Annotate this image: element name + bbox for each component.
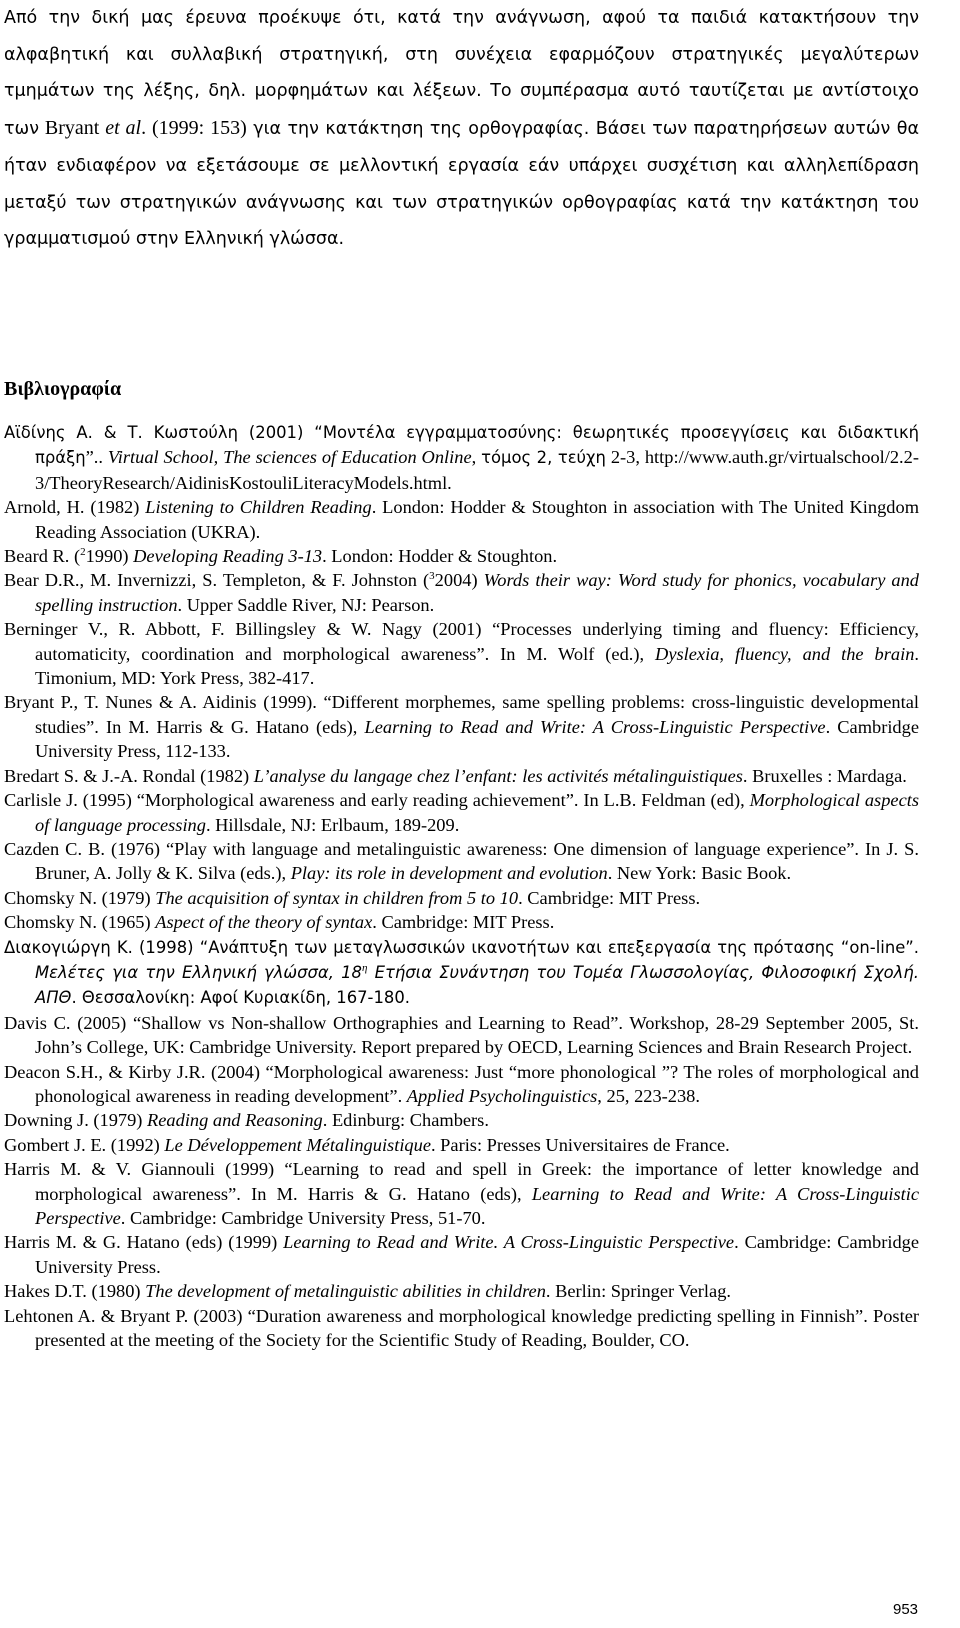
page-number: 953 (893, 1601, 919, 1618)
reference-entry (4, 420, 919, 495)
conclusion-paragraph (4, 0, 919, 258)
reference-segment: Διακογιώργη Κ. (1998) “Ανάπτυξη των μεταγλωσσικών ικανοτήτων και επεξεργασία της πρότασης “on-line”. (4, 937, 919, 957)
reference-segment: 2 (80, 545, 86, 558)
intro-year: (1999: 153) (146, 117, 247, 140)
reference-segment: . Berlin: Springer Verlag. (545, 1281, 731, 1302)
intro-text-part1: Από την δική μας έρευνα προέκυψε ότι, κατά την ανάγνωση, αφού τα παιδιά κατακτήσουν την αλφαβητική και συλλαβική στρατηγική, στη συνέχεια εφαρμόζουν στρατηγικές μεγαλύτερων τμημάτων της λέξης, δηλ. μορφημάτων και λέξεων. Το συμπέρασμα αυτό ταυτίζεται με αντίστοιχο των (4, 8, 919, 140)
reference-segment: Beard R. ( (4, 546, 81, 567)
reference-segment: Deacon S.H., & Kirby J.R. (2004) “Morphological awareness: Just “more phonological ”? The roles of morphological and phonological awareness in reading development”. (4, 1061, 919, 1106)
reference-segment: ”.. (85, 447, 108, 468)
reference-segment: Gombert J. E. (1992) (4, 1134, 165, 1155)
reference-entry (4, 886, 919, 910)
reference-segment: . Cambridge: Cambridge University Press, 51-70. (120, 1208, 486, 1228)
reference-segment: . Edinburg: Chambers. (322, 1110, 489, 1131)
reference-entry (4, 690, 919, 763)
reference-segment: 3 (429, 570, 435, 583)
reference-segment: Applied Psycholinguistics (406, 1085, 598, 1106)
reference-entry (4, 1230, 919, 1279)
reference-segment: . Cambridge University Press, 112-133. (35, 716, 919, 762)
reference-segment: , (471, 447, 482, 468)
reference-segment: Hakes D.T. (1980) (4, 1281, 146, 1302)
reference-segment: . Upper Saddle River, NJ: Pearson. (177, 594, 435, 615)
bibliography-heading: Βιβλιογραφία (4, 378, 122, 400)
intro-dot: . (141, 117, 147, 140)
reference-entry (4, 1304, 919, 1353)
reference-segment: Downing J. (1979) (4, 1110, 148, 1131)
reference-entry (4, 788, 919, 837)
reference-segment: Le Développement Métalinguistique (164, 1134, 431, 1155)
reference-segment: . Θεσσαλονίκη: Αφοί Κυριακίδη, 167-180. (71, 988, 410, 1008)
reference-segment: Learning to Read and Write: A Cross-Linguistic Perspective (364, 716, 826, 737)
reference-segment: . Cambridge: MIT Press. (518, 887, 701, 908)
reference-entry (4, 1279, 919, 1303)
reference-entry (4, 935, 919, 1011)
reference-segment: Cazden C. B. (1976) “Play with language and metalinguistic awareness: One dimension of language experience”. In J. S. Bruner, A. Jolly & K. Silva (eds.), (4, 838, 919, 884)
reference-segment: The development of metalinguistic abilities in children (145, 1281, 546, 1302)
reference-segment: 2-3, http://www.auth.gr/virtualschool/2.2-3/TheoryResearch/AidinisKostouliLiteracyModels.html. (35, 447, 919, 493)
reference-segment: . London: Hodder & Stoughton in association with The United Kingdom Reading Association (UKRA). (35, 497, 920, 542)
reference-segment: . Paris: Presses Universitaires de France. (430, 1134, 730, 1155)
reference-segment: L’analyse du langage chez l’enfant: les activités métalinguistiques (253, 765, 743, 786)
intro-text-part2: για την κατάκτηση της ορθογραφίας. Βάσει των παρατηρήσεων αυτών θα ήταν ενδιαφέρον να εξετάσουμε σε μελλοντική εργασία εάν υπάρχει συσχέτιση και αλληλεπίδραση μεταξύ των στρατηγικών ανάγνωσης και των στρατηγικών ορθογραφίας κατά την κατάκτηση του γραμματισμού στην Ελληνική γλώσσα. (4, 119, 919, 250)
reference-segment: . New York: Basic Book. (607, 863, 792, 884)
reference-segment: The acquisition of syntax in children from 5 to 10 (155, 887, 519, 908)
reference-segment: Morphological aspects of language processing (35, 790, 919, 835)
reference-entry (4, 910, 919, 934)
reference-segment: Listening to Children Reading (145, 497, 372, 518)
reference-segment: 2004) (434, 570, 484, 591)
reference-entry (4, 1108, 919, 1132)
reference-segment: . London: Hodder & Stoughton. (322, 546, 558, 567)
reference-segment: Chomsky N. (1965) (4, 912, 156, 933)
reference-segment: . Cambridge: MIT Press. (372, 912, 555, 933)
reference-segment: Bredart S. & J.-A. Rondal (1982) (4, 765, 254, 786)
reference-segment: , 25, 223-238. (597, 1085, 700, 1106)
reference-segment: . Hillsdale, NJ: Erlbaum, 189-209. (205, 814, 460, 835)
intro-et-al: et al (105, 117, 142, 140)
reference-entry (4, 544, 919, 568)
reference-entry (4, 1011, 919, 1060)
reference-segment: Davis C. (2005) “Shallow vs Non-shallow Orthographies and Learning to Read”. Workshop, 28-29 September 2005, St. John’s College, UK: Cambridge University. Report prepared by OECD, Learning Sciences and Brain Research Project. (4, 1012, 919, 1058)
reference-segment: τόμος 2, τεύχη (481, 448, 606, 468)
reference-segment: Harris M. & G. Hatano (eds) (1999) (4, 1232, 284, 1253)
reference-entry (4, 1157, 919, 1230)
reference-segment: Chomsky N. (1979) (4, 887, 156, 908)
reference-segment: Reading and Reasoning (147, 1110, 323, 1131)
reference-segment: Virtual School, The sciences of Education Online (107, 447, 472, 468)
reference-segment: Play: its role in development and evolution (290, 863, 608, 884)
reference-segment: . Timonium, MD: York Press, 382-417. (35, 643, 919, 689)
reference-segment: Bryant P., T. Nunes & A. Aidinis (1999). “Different morphemes, same spelling problems: cross-linguistic developmental studies”. In M. Harris & G. Hatano (eds), (4, 692, 919, 737)
reference-entry (4, 764, 919, 788)
reference-segment: Words their way: Word study for phonics, vocabulary and spelling instruction (35, 570, 919, 615)
reference-segment: η (361, 961, 368, 974)
reference-segment: Berninger V., R. Abbott, F. Billingsley & W. Nagy (2001) “Processes underlying timing and fluency: Efficiency, automaticity, coordination and morphological awareness”. In M. Wolf (ed.), (4, 619, 919, 664)
reference-segment: Learning to Read and Write: A Cross-Linguistic Perspective (35, 1183, 919, 1228)
reference-segment: Arnold, H. (1982) (4, 497, 146, 518)
reference-entry (4, 1060, 919, 1109)
reference-segment: Bear D.R., M. Invernizzi, S. Templeton, & F. Johnston ( (4, 570, 430, 591)
reference-segment: Ετήσια Συνάντηση του Τομέα Γλωσσολογίας, Φιλοσοφική Σχολή. ΑΠΘ (35, 962, 919, 1008)
reference-segment: 1990) (85, 546, 134, 567)
reference-entry (4, 1133, 919, 1157)
reference-segment: . Cambridge: Cambridge University Press. (35, 1232, 919, 1277)
reference-entry (4, 495, 919, 544)
intro-author: Bryant (38, 117, 106, 140)
reference-segment: Αϊδίνης Α. & Τ. Κωστούλη (2001) “ (4, 423, 323, 442)
reference-entry (4, 568, 919, 617)
reference-segment: Μοντέλα εγγραμματοσύνης: θεωρητικές προσεγγίσεις και διδακτική πράξη (35, 423, 919, 468)
reference-segment: Developing Reading 3-13 (133, 546, 323, 567)
reference-segment: Lehtonen A. & Bryant P. (2003) “Duration awareness and morphological knowledge predicting spelling in Finnish”. Poster presented at the meeting of the Society for the Scientific Study of Reading, Boulder, CO. (4, 1305, 919, 1351)
reference-segment: Aspect of the theory of syntax (155, 912, 373, 933)
reference-segment: . Bruxelles : Mardaga. (742, 765, 907, 786)
reference-list (4, 420, 919, 1352)
reference-segment: Μελέτες για την Ελληνική γλώσσα, 18 (35, 962, 362, 982)
reference-segment: Harris M. & V. Giannouli (1999) “Learning to read and spell in Greek: the importance of letter knowledge and morphological awareness”. In M. Harris & G. Hatano (eds), (4, 1159, 919, 1204)
reference-entry (4, 617, 919, 690)
reference-segment: Learning to Read and Write. A Cross-Linguistic Perspective (283, 1232, 735, 1253)
reference-entry (4, 837, 919, 886)
reference-segment: Carlisle J. (1995) “Morphological awareness and early reading achievement”. In L.B. Feldman (ed), (4, 790, 750, 811)
reference-segment: Dyslexia, fluency, and the brain (655, 643, 915, 664)
